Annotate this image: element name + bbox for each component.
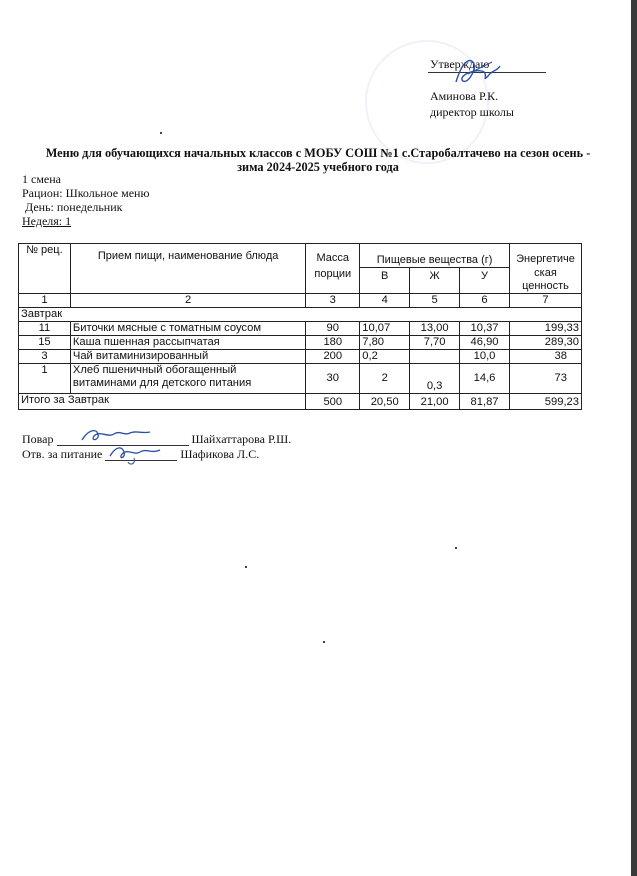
menu-table	[18, 243, 582, 410]
scan-speck	[245, 566, 247, 568]
column-numbers-row	[19, 294, 582, 308]
row3-rec: 3	[19, 350, 71, 364]
cook-name: Шайхаттарова Р.Ш.	[191, 432, 292, 446]
header-mass-line1: Масса	[316, 252, 350, 264]
row3-zh	[410, 350, 460, 364]
row4-rec: 1	[19, 364, 71, 394]
row2-energy: 289,30	[509, 336, 581, 350]
row3-mass: 200	[306, 350, 360, 364]
table-row	[19, 322, 582, 336]
responsible-label: Отв. за питание	[22, 447, 103, 461]
row2-b: 7,80	[360, 336, 410, 350]
scan-speck	[323, 641, 325, 643]
page-title	[20, 146, 616, 174]
approval-position: директор школы	[430, 105, 514, 119]
week-text: Неделя: 1	[22, 214, 72, 228]
colnum-7: 7	[509, 294, 581, 308]
colnum-5: 5	[410, 294, 460, 308]
row2-name: Каша пшенная рассыпчатая	[70, 336, 305, 350]
colnum-3: 3	[306, 294, 360, 308]
row4-b: 2	[360, 364, 410, 394]
header-mass	[306, 244, 360, 294]
row4-u: 14,6	[460, 364, 510, 394]
scan-speck	[455, 547, 457, 549]
row1-energy: 199,33	[509, 322, 581, 336]
responsible-signature	[104, 440, 174, 468]
header-energy-line3: ценность	[522, 280, 569, 292]
title-line-2: зима 2024-2025 учебного года	[237, 160, 399, 174]
scan-edge	[631, 0, 637, 876]
row3-b: 0,2	[360, 350, 410, 364]
ration-text: Рацион: Школьное меню	[22, 186, 150, 200]
total-b: 20,50	[360, 394, 410, 410]
header-energy-line1: Энергетиче	[516, 253, 575, 265]
approval-block	[430, 56, 514, 120]
total-mass: 500	[306, 394, 360, 410]
table-row	[19, 350, 582, 364]
header-u: У	[460, 268, 510, 294]
colnum-6: 6	[460, 294, 510, 308]
director-signature	[448, 52, 508, 92]
header-meal: Прием пищи, наименование блюда	[70, 244, 305, 294]
header-b: В	[360, 268, 410, 294]
total-energy: 599,23	[509, 394, 581, 410]
row1-name: Биточки мясные с томатным соусом	[70, 322, 305, 336]
total-label: Итого за Завтрак	[19, 394, 306, 410]
total-u: 81,87	[460, 394, 510, 410]
row3-energy: 38	[509, 350, 581, 364]
row1-b: 10,07	[360, 322, 410, 336]
row3-name: Чай витаминизированный	[70, 350, 305, 364]
colnum-4: 4	[360, 294, 410, 308]
table-row	[19, 336, 582, 350]
header-zh: Ж	[410, 268, 460, 294]
row4-name	[70, 364, 305, 394]
row2-u: 46,90	[460, 336, 510, 350]
shift-text: 1 смена	[22, 172, 61, 186]
header-mass-line2: порции	[314, 268, 352, 280]
approval-name: Аминова Р.К.	[430, 89, 499, 103]
row2-zh: 7,70	[410, 336, 460, 350]
row1-u: 10,37	[460, 322, 510, 336]
responsible-name: Шафикова Л.С.	[180, 447, 260, 461]
row4-mass: 30	[306, 364, 360, 394]
section-row	[19, 308, 582, 322]
cook-label: Повар	[22, 432, 54, 446]
header-nutrients: Пищевые вещества (г)	[360, 244, 510, 268]
table-row	[19, 364, 582, 394]
header-energy-line2: ская	[534, 267, 557, 279]
row1-mass: 90	[306, 322, 360, 336]
row4-energy: 73	[509, 364, 581, 394]
title-line-1: Меню для обучающихся начальных классов с МОБУ СОШ №1 с.Старобалтачево на сезон осень -	[45, 146, 591, 160]
row1-rec: 11	[19, 322, 71, 336]
section-label: Завтрак	[19, 308, 582, 322]
total-row	[19, 394, 582, 410]
scan-speck	[160, 132, 162, 134]
row2-mass: 180	[306, 336, 360, 350]
row4-name-line2: витаминами для детского питания	[72, 377, 252, 389]
colnum-2: 2	[70, 294, 305, 308]
approval-label: Утверждаю	[430, 57, 490, 71]
row2-rec: 15	[19, 336, 71, 350]
total-zh: 21,00	[410, 394, 460, 410]
row4-name-line1: Хлеб пшеничный обогащенный	[72, 364, 237, 376]
day-text: День: понедельник	[22, 200, 123, 214]
row4-zh: 0,3	[410, 364, 460, 394]
colnum-1: 1	[19, 294, 71, 308]
row1-zh: 13,00	[410, 322, 460, 336]
table-header-row	[19, 244, 582, 268]
row3-u: 10,0	[460, 350, 510, 364]
header-recipe: № рец.	[19, 244, 71, 294]
header-energy	[509, 244, 581, 294]
